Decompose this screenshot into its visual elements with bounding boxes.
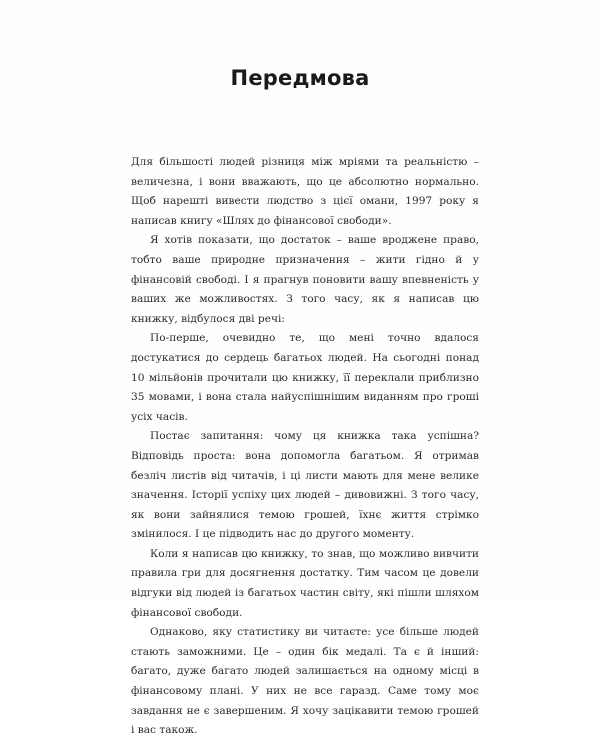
paragraph-5: Коли я написав цю книжку, то знав, що можливо вивчити правила гри для досягнення достатку. Тим часом це довели відгуки від людей із багатьох частин світу, які пішли шляхом фінансової свободи. bbox=[131, 547, 479, 619]
paragraph-3: По-перше, очевидно те, що мені точно вдалося достукатися до сердець багатьох людей. На сьогодні понад 10 мільйонів прочитали цю книжку, її переклали приблизно 35 мовами, і вона стала найуспішнішим виданням про гроші усіх часів. bbox=[131, 332, 479, 423]
paragraph-6: Однаково, яку статистику ви читаєте: усе більше людей стають заможними. Це – один бік медалі. Та є й інший: багато, дуже багато людей залишається на одному місці в фінансовому плані. У них не все гаразд. Саме тому моє завдання не є завершеним. Я хочу зацікавити темою грошей і вас також. bbox=[131, 626, 479, 737]
page-title: Передмова bbox=[230, 66, 370, 90]
paragraph-4: Постає запитання: чому ця книжка така успішна? Відповідь проста: вона допомогла багатьом. Я отримав безліч листів від читачів, і ці листи мають для мене велике значення. Історії успіху цих людей – дивовижні. З того часу, як вони зайнялися темою грошей, їхнє життя стрімко змінилося. І це підводить нас до другого моменту. bbox=[131, 430, 479, 541]
body-text bbox=[131, 153, 479, 741]
paragraph-1: Для більшості людей різниця між мріями та реальністю – величезна, і вони вважають, що це абсолютно нормально. Щоб нарешті вивести людство з цієї омани, 1997 року я написав книгу «Шлях до фінансової свободи». bbox=[131, 156, 479, 227]
paragraph-2: Я хотів показати, що достаток – ваше вроджене право, тобто ваше природне призначення – жити гідно й у фінансовій свободі. І я прагнув поновити вашу впевненість у ваших же можливостях. З того часу, як я написав цю книжку, відбулося дві речі: bbox=[131, 234, 479, 325]
